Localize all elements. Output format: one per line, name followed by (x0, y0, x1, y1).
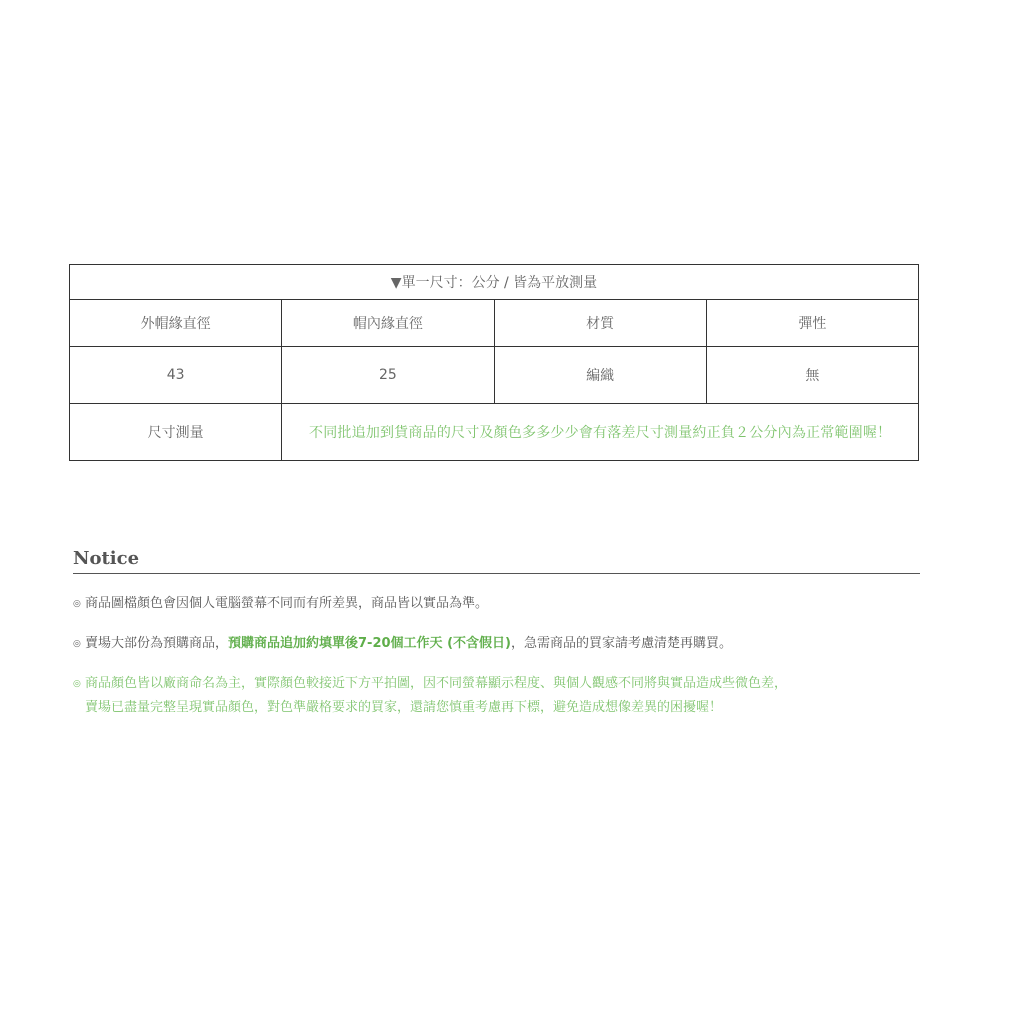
size-table-title: ▼單一尺寸：公分 / 皆為平放測量 (70, 265, 919, 300)
size-table-title-row (70, 265, 919, 300)
size-table-note-row (70, 404, 919, 461)
size-measure-note: 不同批追加到貨商品的尺寸及顏色多多少少會有落差尺寸測量約正負２公分內為正常範圍喔！ (282, 404, 919, 461)
notice-item-text (85, 672, 787, 720)
notice-color-line-1: 商品顏色皆以廠商命名為主，實際顏色較接近下方平拍圖，因不同螢幕顯示程度、與個人觀感不同將與實品造成些微色差， (85, 676, 788, 691)
notice-item (73, 632, 920, 656)
value-elasticity: 無 (706, 347, 918, 404)
notice-list (73, 592, 920, 720)
header-material: 材質 (494, 300, 706, 347)
value-material: 編織 (494, 347, 706, 404)
size-table-header-row (70, 300, 919, 347)
notice-preorder-outro: ，急需商品的買家請考慮清楚再購買。 (510, 636, 732, 651)
bullet-icon: ◎ (73, 639, 81, 649)
size-table (69, 264, 919, 461)
header-outer-brim-diameter: 外帽緣直徑 (70, 300, 282, 347)
notice-section (73, 548, 920, 720)
notice-title: Notice (73, 548, 920, 574)
bullet-icon: ◎ (73, 599, 81, 609)
size-table-value-row (70, 347, 919, 404)
value-inner-brim-diameter: 25 (282, 347, 494, 404)
notice-item-text (85, 632, 732, 656)
notice-preorder-intro: 賣場大部份為預購商品， (85, 636, 229, 651)
header-inner-brim-diameter: 帽內緣直徑 (282, 300, 494, 347)
size-measure-label: 尺寸測量 (70, 404, 282, 461)
notice-item (73, 672, 920, 720)
value-outer-brim-diameter: 43 (70, 347, 282, 404)
notice-item-text: 商品圖檔顏色會因個人電腦螢幕不同而有所差異，商品皆以實品為準。 (85, 596, 489, 611)
notice-color-line-2: 賣場已盡量完整呈現實品顏色，對色準嚴格要求的買家，還請您慎重考慮再下標，避免造成想像差異的困擾喔！ (85, 700, 723, 715)
header-elasticity: 彈性 (706, 300, 918, 347)
notice-item (73, 592, 920, 616)
notice-preorder-highlight: 預購商品追加約填單後7-20個工作天 (不含假日) (228, 636, 511, 651)
bullet-icon: ◎ (73, 679, 81, 689)
